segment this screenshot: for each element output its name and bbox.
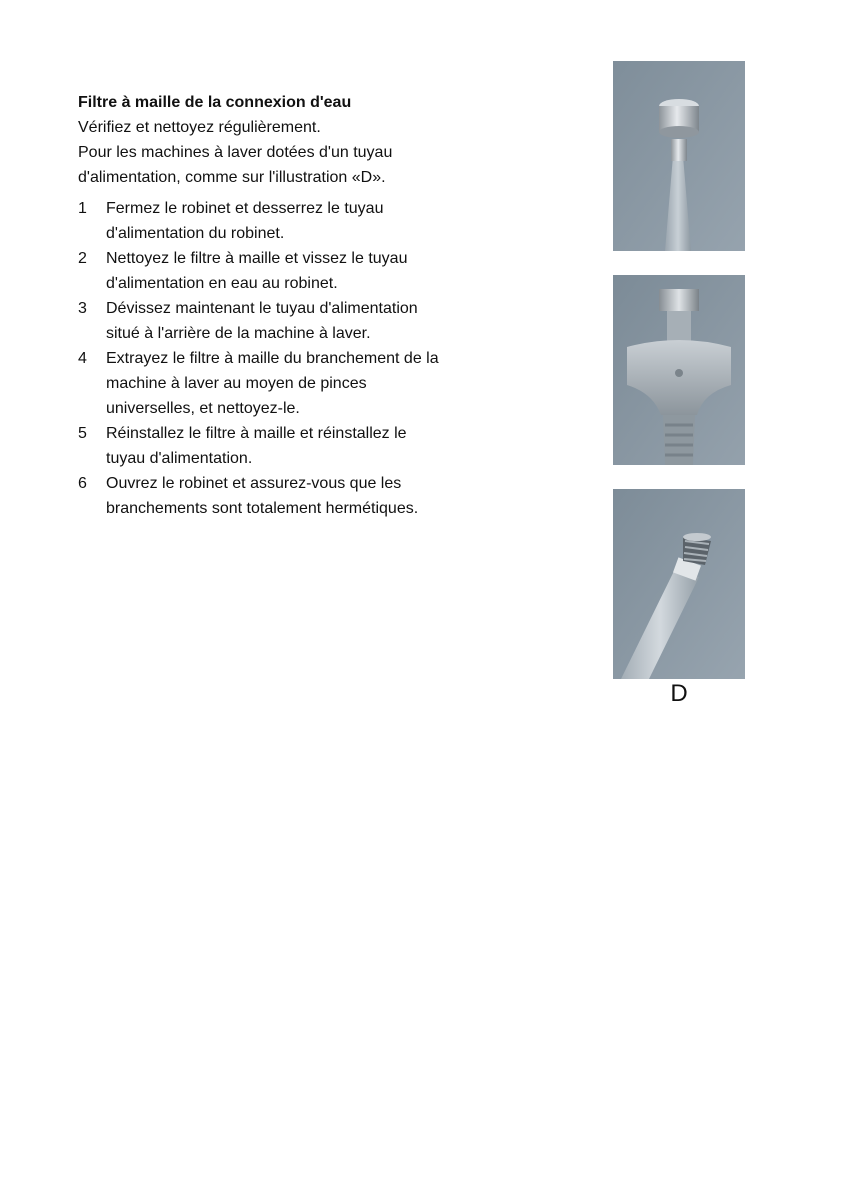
step-text-line: machine à laver au moyen de pinces bbox=[106, 375, 367, 392]
hose-end-mesh-filter-photo bbox=[613, 489, 745, 679]
figure-label: D bbox=[670, 680, 688, 707]
section-title: Filtre à maille de la connexion d'eau bbox=[78, 94, 352, 111]
step-item bbox=[78, 296, 498, 346]
intro-line: d'alimentation, comme sur l'illustration «D». bbox=[78, 169, 386, 186]
step-text-line: Dévissez maintenant le tuyau d'alimentation bbox=[106, 300, 418, 317]
step-number: 6 bbox=[78, 475, 87, 492]
step-item bbox=[78, 471, 498, 521]
hose-filter-connector-photo bbox=[613, 275, 745, 465]
hose-end-illustration bbox=[613, 489, 745, 679]
hose-nut-photo bbox=[613, 61, 745, 251]
step-text-line: Extrayez le filtre à maille du branchement de la bbox=[106, 350, 439, 367]
filter-connector-illustration bbox=[613, 275, 745, 465]
step-text-line: d'alimentation en eau au robinet. bbox=[106, 275, 338, 292]
step-text-line: Ouvrez le robinet et assurez-vous que les bbox=[106, 475, 402, 492]
step-item bbox=[78, 246, 498, 296]
instructions-column bbox=[78, 90, 498, 521]
step-item bbox=[78, 346, 498, 421]
step-text-line: tuyau d'alimentation. bbox=[106, 450, 253, 467]
step-number: 1 bbox=[78, 200, 87, 217]
hose-nut-illustration bbox=[613, 61, 745, 251]
step-number: 5 bbox=[78, 425, 87, 442]
step-text-line: Fermez le robinet et desserrez le tuyau bbox=[106, 200, 384, 217]
step-item bbox=[78, 196, 498, 246]
step-number: 4 bbox=[78, 350, 87, 367]
step-text-line: Nettoyez le filtre à maille et vissez le tuyau bbox=[106, 250, 408, 267]
step-text-line: situé à l'arrière de la machine à laver. bbox=[106, 325, 371, 342]
step-text-line: branchements sont totalement hermétiques. bbox=[106, 500, 419, 517]
intro-line: Pour les machines à laver dotées d'un tuyau bbox=[78, 144, 393, 161]
step-number: 3 bbox=[78, 300, 87, 317]
step-text-line: d'alimentation du robinet. bbox=[106, 225, 285, 242]
step-text-line: Réinstallez le filtre à maille et réinstallez le bbox=[106, 425, 407, 442]
intro-line: Vérifiez et nettoyez régulièrement. bbox=[78, 119, 321, 136]
steps-list bbox=[78, 196, 498, 521]
step-number: 2 bbox=[78, 250, 87, 267]
step-item bbox=[78, 421, 498, 471]
step-text-line: universelles, et nettoyez-le. bbox=[106, 400, 300, 417]
